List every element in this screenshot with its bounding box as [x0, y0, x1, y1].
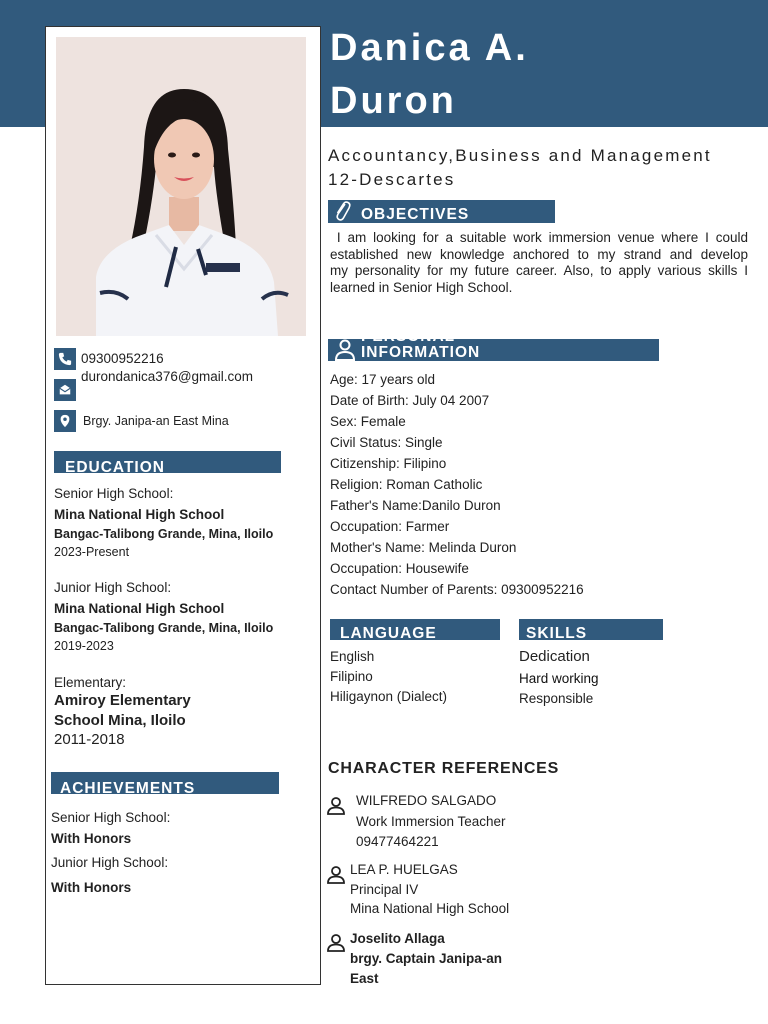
language-heading: LANGUAGE — [330, 619, 500, 640]
objectives-line-3: my personality for my future career. Also, to apply various skills I — [330, 263, 748, 278]
objectives-heading: OBJECTIVES — [361, 206, 470, 223]
objectives-bar — [328, 200, 555, 223]
reference-person-icon — [326, 865, 346, 890]
education-heading: EDUCATION — [54, 451, 281, 473]
edu-elem-school-line2: School Mina, Iloilo — [54, 712, 186, 729]
personal-heading: INFORMATION — [361, 344, 481, 361]
ach-shs-value: With Honors — [51, 831, 132, 846]
name-line-2: Duron — [330, 80, 457, 122]
edu-jhs-label: Junior High School: — [54, 580, 172, 595]
language-list — [330, 647, 447, 707]
email-text: durondanica376@gmail.com — [81, 369, 254, 384]
edu-elem-school-line1: Amiroy Elementary — [54, 692, 191, 709]
personal-civil-status: Civil Status: Single — [330, 435, 443, 450]
ach-jhs-label: Junior High School: — [51, 855, 169, 870]
reference-2 — [350, 860, 509, 919]
personal-list — [330, 369, 584, 600]
personal-parents-contact: Contact Number of Parents: 09300952216 — [330, 582, 584, 597]
edu-elem-years: 2011-2018 — [54, 731, 125, 748]
phone-icon — [54, 348, 76, 370]
reference-3-role: brgy. Captain Janipa-an — [350, 951, 503, 966]
name-line-1: Danica A. — [330, 27, 529, 69]
language-item: Filipino — [330, 669, 373, 684]
edu-jhs-school: Mina National High School — [54, 601, 225, 616]
edu-shs-label: Senior High School: — [54, 486, 174, 501]
objectives-line-4: learned in Senior High School. — [330, 279, 513, 295]
personal-father-occupation: Occupation: Farmer — [330, 519, 450, 534]
paperclip-icon — [332, 198, 352, 229]
personal-father: Father's Name:Danilo Duron — [330, 498, 501, 513]
edu-shs-address: Bangac-Talibong Grande, Mina, Iloilo — [54, 527, 274, 541]
personal-sex: Sex: Female — [330, 414, 406, 429]
edu-elem-school — [54, 691, 191, 731]
personal-mother: Mother's Name: Melinda Duron — [330, 540, 517, 555]
personal-age: Age: 17 years old — [330, 372, 436, 387]
language-item: Hiligaynon (Dialect) — [330, 689, 448, 704]
personal-mother-occupation: Occupation: Housewife — [330, 561, 469, 576]
location-icon — [54, 410, 76, 432]
edu-elem-label: Elementary: — [54, 675, 127, 690]
reference-2-name: LEA P. HUELGAS — [350, 862, 458, 877]
language-item: English — [330, 649, 375, 664]
skill-responsible: Responsible — [519, 691, 594, 706]
personal-dob: Date of Birth: July 04 2007 — [330, 393, 490, 408]
subtitle — [328, 144, 712, 192]
reference-3-name: Joselito Allaga — [350, 931, 445, 946]
edu-shs-years: 2023-Present — [54, 545, 130, 559]
objectives-line-2: established new knowledge anchored to my strand and develop — [330, 246, 748, 262]
personal-citizenship: Citizenship: Filipino — [330, 456, 447, 471]
reference-1-phone: 09477464221 — [356, 834, 439, 849]
ach-shs-label: Senior High School: — [51, 810, 171, 825]
objectives-line-1: I am looking for a suitable work immersion venue where I could — [330, 230, 748, 245]
email-icon — [54, 379, 76, 401]
personal-info-bar — [328, 328, 659, 361]
phone-text: 09300952216 — [81, 351, 164, 366]
name-heading — [330, 22, 529, 128]
reference-person-icon — [326, 933, 346, 958]
reference-1-role: Work Immersion Teacher — [356, 813, 506, 829]
address-text: Brgy. Janipa-an East Mina — [83, 414, 229, 428]
reference-2-org: Mina National High School — [350, 901, 510, 916]
strand-text: Accountancy,Business and Management — [328, 146, 712, 165]
edu-shs-school: Mina National High School — [54, 507, 225, 522]
objectives-body — [330, 230, 748, 296]
personal-heading-hidden: PERSONAL — [361, 328, 456, 345]
reference-3 — [350, 929, 502, 989]
reference-person-icon — [326, 796, 346, 821]
skill-hard-working: Hard working — [519, 671, 599, 686]
personal-religion: Religion: Roman Catholic — [330, 477, 483, 492]
section-text: 12-Descartes — [328, 170, 456, 189]
edu-jhs-address: Bangac-Talibong Grande, Mina, Iloilo — [54, 621, 274, 635]
references-heading: CHARACTER REFERENCES — [328, 760, 560, 777]
profile-photo — [56, 37, 306, 336]
reference-1 — [356, 791, 506, 853]
reference-1-name: WILFREDO SALGADO — [356, 793, 497, 808]
person-icon — [333, 338, 357, 367]
ach-jhs-value: With Honors — [51, 880, 132, 895]
reference-2-role: Principal IV — [350, 881, 419, 897]
edu-jhs-years: 2019-2023 — [54, 639, 114, 653]
skill-dedication: Dedication — [519, 648, 590, 665]
reference-3-org: East — [350, 971, 379, 986]
skills-heading: SKILLS — [519, 619, 663, 640]
achievements-heading: ACHIEVEMENTS — [51, 772, 279, 794]
